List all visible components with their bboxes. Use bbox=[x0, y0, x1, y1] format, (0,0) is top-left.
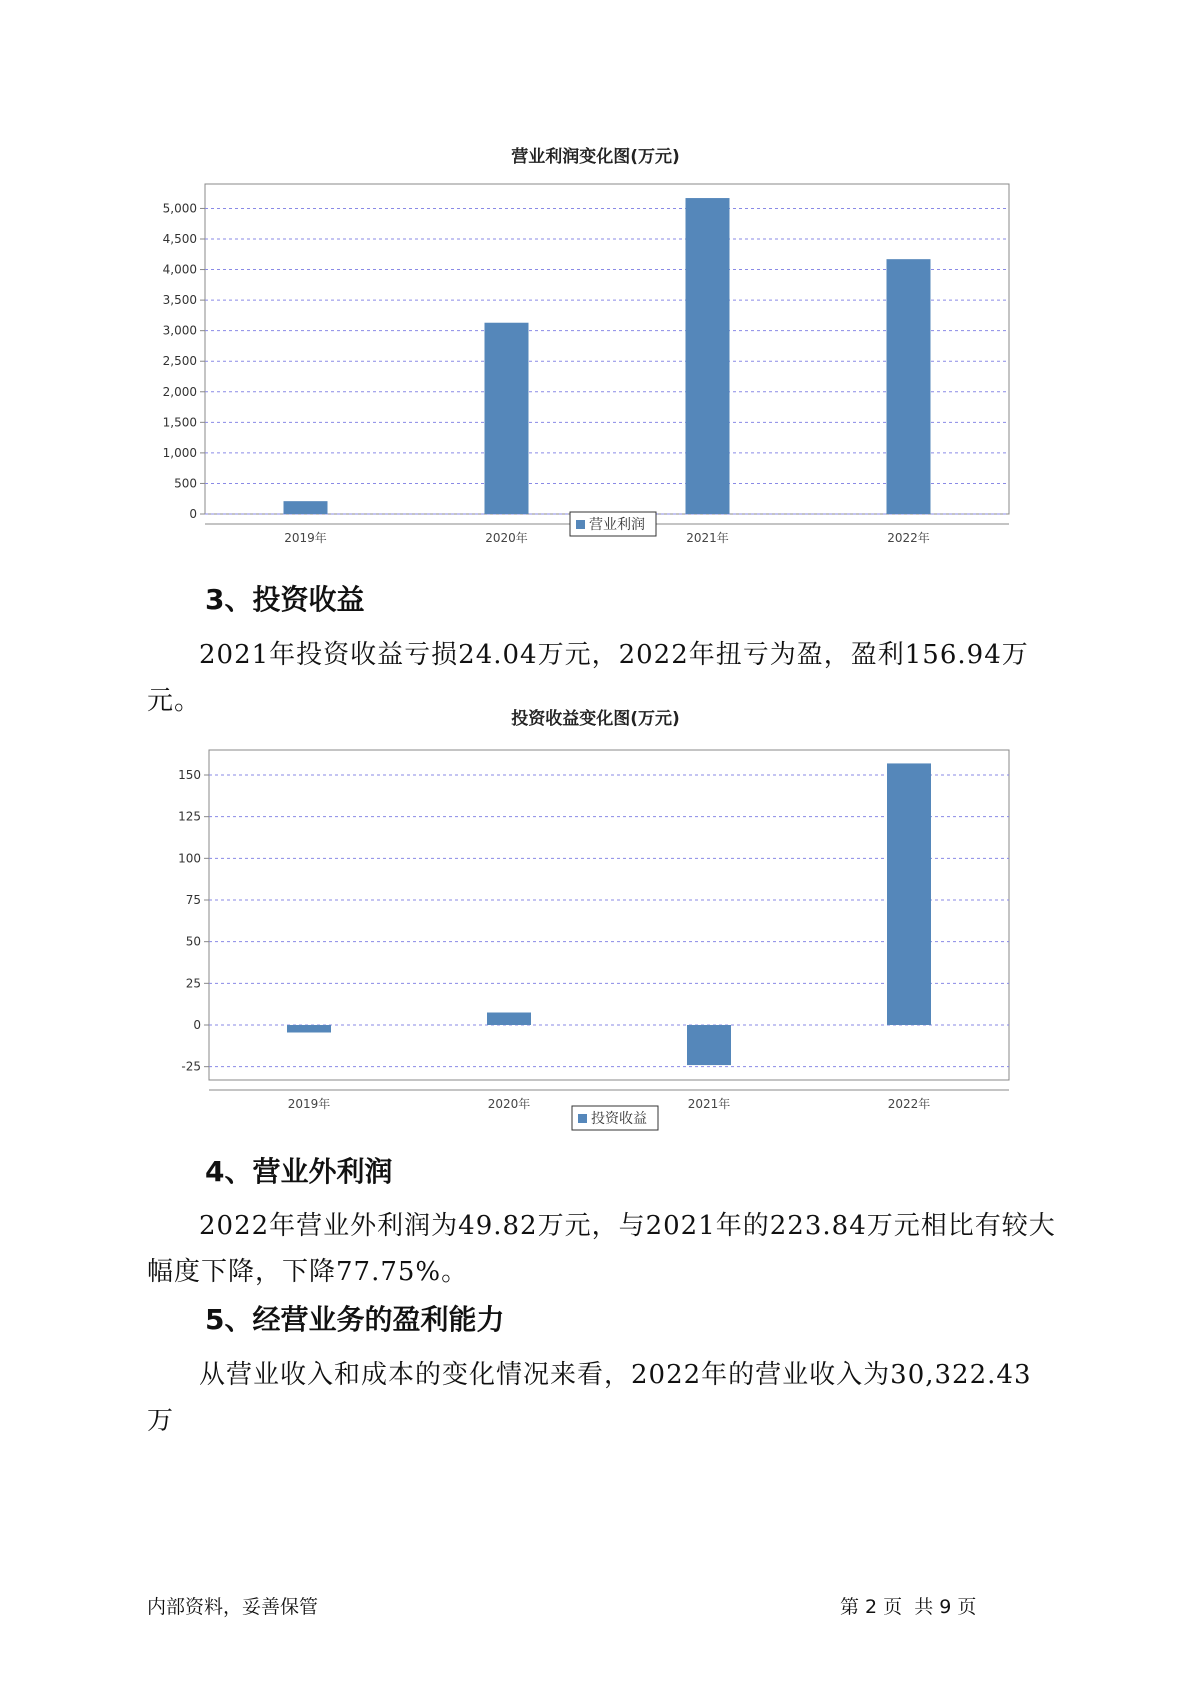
section-3-text: 2021年投资收益亏损24.04万元，2022年扭亏为盈，盈利156.94万元。 bbox=[147, 640, 1029, 716]
y-tick-label: 75 bbox=[185, 893, 201, 907]
y-tick-label: 3,000 bbox=[162, 323, 197, 338]
bar bbox=[487, 1013, 531, 1026]
y-tick-label: 4,000 bbox=[162, 262, 197, 277]
y-tick-label: -25 bbox=[181, 1059, 201, 1074]
legend-label: 投资收益 bbox=[591, 1111, 647, 1127]
x-tick-label: 2022年 bbox=[887, 531, 930, 545]
x-tick-label: 2019年 bbox=[287, 1097, 331, 1111]
footer-page-number: 第 2 页 共 9 页 bbox=[840, 1596, 977, 1618]
section-4-text: 2022年营业外利润为49.82万元，与2021年的223.84万元相比有较大幅度下降，下降77.75%。 bbox=[147, 1211, 1056, 1287]
x-tick-label: 2022年 bbox=[887, 1097, 931, 1111]
bar bbox=[887, 763, 931, 1025]
x-tick-label: 2020年 bbox=[487, 1097, 531, 1111]
y-tick-label: 125 bbox=[178, 809, 201, 824]
y-tick-label: 100 bbox=[178, 851, 201, 866]
legend-label: 营业利润 bbox=[589, 517, 645, 533]
y-tick-label: 150 bbox=[178, 768, 201, 782]
y-tick-label: 50 bbox=[185, 934, 201, 949]
operating-profit-chart bbox=[0, 170, 1191, 560]
bar bbox=[485, 323, 529, 514]
y-tick-label: 2,000 bbox=[162, 384, 197, 399]
legend bbox=[572, 1106, 658, 1130]
bar bbox=[887, 259, 931, 514]
bar bbox=[284, 501, 328, 514]
y-tick-label: 25 bbox=[185, 976, 201, 991]
legend-swatch bbox=[576, 520, 585, 529]
footer-confidential: 内部资料，妥善保管 bbox=[147, 1596, 319, 1618]
x-tick-label: 2021年 bbox=[687, 1097, 731, 1111]
section-3-heading: 3、投资收益 bbox=[205, 583, 365, 616]
y-tick-label: 1,000 bbox=[162, 445, 197, 460]
y-tick-label: 5,000 bbox=[162, 201, 197, 216]
x-tick-label: 2021年 bbox=[686, 531, 729, 545]
y-tick-label: 1,500 bbox=[162, 415, 197, 430]
investment-income-chart bbox=[0, 733, 1191, 1133]
y-tick-label: 0 bbox=[189, 507, 197, 521]
y-tick-label: 500 bbox=[174, 476, 197, 491]
legend-swatch bbox=[578, 1114, 587, 1123]
section-5-heading: 5、经营业务的盈利能力 bbox=[205, 1303, 505, 1336]
y-tick-label: 4,500 bbox=[162, 232, 197, 246]
chart1-title: 营业利润变化图(万元) bbox=[511, 147, 680, 167]
bar bbox=[686, 198, 730, 514]
legend bbox=[570, 512, 656, 536]
chart2-title: 投资收益变化图(万元) bbox=[511, 709, 680, 729]
y-tick-label: 2,500 bbox=[162, 354, 197, 369]
bar bbox=[287, 1025, 331, 1033]
x-tick-label: 2020年 bbox=[485, 531, 528, 545]
section-5-text: 从营业收入和成本的变化情况来看，2022年的营业收入为30,322.43万 bbox=[147, 1360, 1032, 1436]
y-tick-label: 0 bbox=[193, 1018, 201, 1032]
bar bbox=[687, 1025, 731, 1065]
y-tick-label: 3,500 bbox=[162, 293, 197, 308]
section-4-heading: 4、营业外利润 bbox=[205, 1155, 393, 1188]
x-tick-label: 2019年 bbox=[284, 531, 327, 545]
